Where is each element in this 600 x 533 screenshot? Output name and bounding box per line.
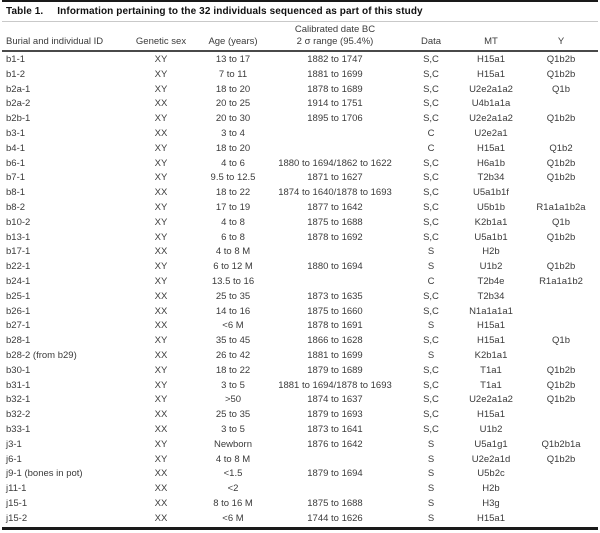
cell-age: 25 to 35: [215, 409, 251, 421]
cell-age: 25 to 35: [215, 290, 251, 302]
cell-genetic-sex: XY: [154, 335, 168, 347]
cell-data: S,C: [423, 172, 439, 184]
cell-mt: U4b1a1a: [471, 98, 511, 110]
cell-data: S: [427, 349, 435, 361]
cell-calibrated-date: 1871 to 1627: [307, 172, 363, 184]
table-row: [2, 512, 598, 527]
cell-mt: U2e2a1a2: [469, 394, 513, 406]
cell-burial-id: b8-2: [6, 201, 26, 213]
cell-data: S,C: [423, 231, 439, 243]
cell-y: Q1b2b: [546, 157, 576, 169]
cell-mt: T1a1: [480, 364, 502, 376]
cell-burial-id: b2b-1: [6, 113, 31, 125]
cell-age: 6 to 12 M: [213, 261, 253, 273]
cell-calibrated-date: [266, 482, 404, 497]
cell-calibrated-date: 1875 to 1660: [307, 305, 363, 317]
cell-calibrated-date: 1874 to 1637: [307, 394, 363, 406]
cell-age: 18 to 20: [215, 142, 251, 154]
cell-data: S,C: [423, 83, 439, 95]
table-row: [2, 334, 598, 349]
cell-burial-id: b24-1: [6, 275, 31, 287]
table-row: [2, 290, 598, 305]
table-row: [2, 231, 598, 246]
cell-age: 20 to 30: [215, 113, 251, 125]
cell-genetic-sex: XY: [154, 172, 168, 184]
cell-calibrated-date: 1878 to 1692: [307, 231, 363, 243]
cell-burial-id: b1-2: [6, 68, 26, 80]
cell-burial-id: j11-1: [6, 483, 27, 495]
cell-age: 20 to 25: [215, 98, 251, 110]
cell-burial-id: b4-1: [6, 142, 26, 154]
cell-data: S,C: [423, 335, 439, 347]
cell-y: Q1b2b: [546, 113, 576, 125]
cell-mt: U2e2a1a2: [469, 113, 513, 125]
cell-data: S,C: [423, 201, 439, 213]
cell-burial-id: b28-1: [6, 335, 31, 347]
cell-genetic-sex: XX: [154, 409, 168, 421]
cell-mt: U5a1b1: [474, 231, 508, 243]
cell-burial-id: b33-1: [6, 423, 31, 435]
cell-genetic-sex: XX: [154, 320, 168, 332]
cell-calibrated-date: 1866 to 1628: [307, 335, 363, 347]
cell-age: 26 to 42: [215, 349, 251, 361]
cell-burial-id: b32-1: [6, 394, 31, 406]
table-row: [2, 497, 598, 512]
cell-calibrated-date: 1873 to 1641: [307, 423, 363, 435]
cell-burial-id: j9-1 (bones in pot): [6, 468, 83, 480]
cell-genetic-sex: XX: [154, 246, 168, 258]
cell-y: R1a1a1b2a: [536, 201, 586, 213]
cell-age: 3 to 5: [221, 423, 245, 435]
cell-burial-id: b27-1: [6, 320, 31, 332]
cell-mt: U2e2a1d: [471, 453, 511, 465]
table-row: [2, 438, 598, 453]
table-body: [2, 51, 598, 527]
cell-mt: H15a1: [477, 54, 505, 65]
cell-genetic-sex: XY: [154, 142, 168, 154]
table-row: [2, 216, 598, 231]
cell-mt: K2b1a1: [474, 349, 508, 361]
cell-calibrated-date: 1873 to 1635: [307, 290, 363, 302]
col-header-genetic-sex: Genetic sex: [122, 22, 200, 51]
cell-y: Q1b2: [549, 142, 573, 154]
cell-burial-id: b1-1: [6, 54, 26, 65]
table-row: [2, 482, 598, 497]
cell-calibrated-date: 1875 to 1688: [307, 216, 363, 228]
individuals-table: [2, 22, 598, 527]
cell-data: S,C: [423, 54, 439, 65]
cell-y: [524, 245, 598, 260]
cell-age: 3 to 5: [221, 379, 245, 391]
cell-burial-id: b2a-1: [6, 83, 31, 95]
cell-mt: U1b2: [479, 261, 503, 273]
cell-burial-id: b6-1: [6, 157, 26, 169]
cell-calibrated-date: [266, 245, 404, 260]
col-header-age: Age (years): [200, 22, 266, 51]
cell-age: 3 to 4: [221, 127, 245, 139]
cell-age: 4 to 6: [221, 157, 245, 169]
table-row: [2, 171, 598, 186]
cell-calibrated-date: 1877 to 1642: [307, 201, 363, 213]
cell-calibrated-date: 1895 to 1706: [307, 113, 363, 125]
col-header-calibrated-date-line2: 2 σ range (95.4%): [296, 35, 374, 47]
cell-y: Q1b2b: [546, 231, 576, 243]
col-header-calibrated-date: [266, 22, 404, 51]
cell-mt: T1a1: [480, 379, 502, 391]
cell-data: C: [427, 142, 435, 154]
cell-genetic-sex: XY: [154, 201, 168, 213]
cell-genetic-sex: XX: [154, 290, 168, 302]
cell-age: 18 to 20: [215, 83, 251, 95]
cell-age: 18 to 22: [215, 364, 251, 376]
cell-y: [524, 467, 598, 482]
cell-burial-id: b8-1: [6, 187, 26, 199]
cell-mt: U5b1b: [477, 201, 505, 213]
cell-y: Q1b2b1a: [541, 438, 581, 450]
cell-burial-id: b10-2: [6, 216, 31, 228]
cell-burial-id: b31-1: [6, 379, 31, 391]
cell-y: [524, 408, 598, 423]
cell-age: 6 to 8: [221, 231, 245, 243]
table-caption: [2, 2, 598, 22]
cell-data: C: [427, 275, 435, 287]
cell-genetic-sex: XY: [154, 157, 168, 169]
cell-genetic-sex: XY: [154, 453, 168, 465]
cell-data: S,C: [423, 113, 439, 125]
cell-calibrated-date: [266, 275, 404, 290]
cell-data: S,C: [423, 98, 439, 110]
cell-genetic-sex: XY: [154, 83, 168, 95]
cell-mt: T2b34: [477, 290, 505, 302]
cell-genetic-sex: XX: [154, 497, 168, 509]
cell-age: 4 to 8 M: [215, 453, 251, 465]
cell-y: [524, 305, 598, 320]
cell-mt: U5a1b1f: [473, 187, 509, 199]
cell-burial-id: j6-1: [6, 453, 22, 465]
cell-data: S: [427, 483, 435, 495]
cell-age: Newborn: [213, 438, 253, 450]
cell-genetic-sex: XY: [154, 113, 168, 125]
cell-y: [524, 97, 598, 112]
cell-calibrated-date: 1875 to 1688: [307, 497, 363, 509]
cell-y: [524, 482, 598, 497]
cell-burial-id: b30-1: [6, 364, 31, 376]
table-row: [2, 245, 598, 260]
cell-y: [524, 349, 598, 364]
cell-calibrated-date: [266, 453, 404, 468]
cell-data: C: [427, 127, 435, 139]
cell-calibrated-date: [266, 142, 404, 157]
cell-age: 13.5 to 16: [211, 275, 255, 287]
table-row: [2, 127, 598, 142]
table-row: [2, 142, 598, 157]
cell-genetic-sex: XY: [154, 364, 168, 376]
cell-y: Q1b2b: [546, 172, 576, 184]
table-row: [2, 423, 598, 438]
cell-age: <2: [227, 483, 239, 495]
cell-y: Q1b: [552, 83, 570, 95]
cell-calibrated-date: 1879 to 1689: [307, 364, 363, 376]
cell-y: [524, 290, 598, 305]
cell-burial-id: b13-1: [6, 231, 31, 243]
cell-age: 8 to 16 M: [213, 497, 253, 509]
cell-genetic-sex: XY: [154, 379, 168, 391]
cell-y: Q1b2b: [546, 379, 576, 391]
cell-data: S: [427, 320, 435, 332]
cell-mt: H15a1: [477, 512, 505, 524]
cell-mt: T2b4e: [477, 275, 505, 287]
cell-data: S,C: [423, 305, 439, 317]
cell-burial-id: b28-2 (from b29): [6, 349, 77, 361]
cell-data: S,C: [423, 364, 439, 376]
cell-mt: U2e2a1a2: [469, 83, 513, 95]
table-row: [2, 260, 598, 275]
cell-mt: H2b: [482, 483, 500, 495]
cell-mt: H2b: [482, 246, 500, 258]
cell-data: S: [427, 453, 435, 465]
cell-burial-id: j15-2: [6, 512, 28, 524]
cell-y: Q1b2b: [546, 68, 576, 80]
cell-y: [524, 127, 598, 142]
cell-burial-id: b22-1: [6, 261, 31, 273]
col-header-calibrated-date-line1: Calibrated date BC: [294, 24, 376, 35]
cell-genetic-sex: XX: [154, 468, 168, 480]
cell-calibrated-date: [266, 127, 404, 142]
cell-y: R1a1a1b2: [539, 275, 583, 287]
cell-burial-id: b2a-2: [6, 98, 31, 110]
cell-mt: N1a1a1a1: [469, 305, 513, 317]
cell-calibrated-date: 1914 to 1751: [307, 98, 363, 110]
cell-calibrated-date: 1876 to 1642: [307, 438, 363, 450]
cell-data: S,C: [423, 187, 439, 199]
cell-y: [524, 319, 598, 334]
cell-data: S: [427, 468, 435, 480]
cell-genetic-sex: XY: [154, 68, 168, 80]
cell-age: 7 to 11: [218, 68, 248, 80]
cell-burial-id: b25-1: [6, 290, 31, 302]
cell-burial-id: j3-1: [6, 438, 22, 450]
cell-genetic-sex: XX: [154, 98, 168, 110]
cell-burial-id: b7-1: [6, 172, 26, 184]
cell-age: >50: [224, 394, 242, 406]
cell-mt: H6a1b: [477, 157, 505, 169]
cell-data: S: [427, 261, 435, 273]
cell-y: [524, 497, 598, 512]
cell-burial-id: b3-1: [6, 127, 26, 139]
table-row: [2, 97, 598, 112]
cell-calibrated-date: 1874 to 1640/1878 to 1693: [278, 187, 392, 199]
cell-calibrated-date: 1878 to 1691: [307, 320, 363, 332]
cell-mt: K2b1a1: [474, 216, 508, 228]
cell-age: <6 M: [222, 512, 244, 524]
cell-age: 14 to 16: [215, 305, 251, 317]
header-row: [2, 22, 598, 51]
cell-age: <6 M: [222, 320, 244, 332]
cell-calibrated-date: 1881 to 1699: [307, 349, 363, 361]
table-row: [2, 453, 598, 468]
col-header-data: Data: [404, 22, 458, 51]
cell-data: S: [427, 512, 435, 524]
table-row: [2, 364, 598, 379]
cell-y: Q1b2b: [546, 453, 576, 465]
cell-age: 18 to 22: [215, 187, 251, 199]
cell-genetic-sex: XY: [154, 231, 168, 243]
cell-mt: U1b2: [479, 423, 503, 435]
table-row: [2, 349, 598, 364]
cell-data: S,C: [423, 68, 439, 80]
cell-calibrated-date: 1881 to 1694/1878 to 1693: [278, 379, 392, 391]
cell-mt: U5a1g1: [474, 438, 508, 450]
cell-genetic-sex: XY: [154, 275, 168, 287]
table-header: [2, 22, 598, 51]
col-header-burial-id: Burial and individual ID: [2, 22, 122, 51]
cell-calibrated-date: 1744 to 1626: [307, 512, 363, 524]
cell-y: Q1b2b: [546, 394, 576, 406]
table-row: [2, 186, 598, 201]
table-row: [2, 379, 598, 394]
cell-y: Q1b: [552, 335, 570, 347]
cell-y: [524, 186, 598, 201]
cell-calibrated-date: 1882 to 1747: [307, 54, 363, 65]
table-row: [2, 83, 598, 98]
cell-mt: H3g: [482, 497, 500, 509]
col-header-mt: MT: [458, 22, 524, 51]
cell-mt: H15a1: [477, 335, 505, 347]
table-row: [2, 68, 598, 83]
table-caption-label: Table 1.: [6, 6, 44, 17]
cell-genetic-sex: XX: [154, 187, 168, 199]
table-row: [2, 408, 598, 423]
cell-genetic-sex: XY: [154, 216, 168, 228]
cell-data: S,C: [423, 157, 439, 169]
cell-burial-id: b17-1: [6, 246, 31, 258]
cell-calibrated-date: 1878 to 1689: [307, 83, 363, 95]
cell-age: 4 to 8: [221, 216, 245, 228]
cell-mt: T2b34: [477, 172, 505, 184]
cell-mt: H15a1: [477, 409, 505, 421]
cell-data: S: [427, 497, 435, 509]
cell-mt: U2e2a1: [474, 127, 508, 139]
cell-calibrated-date: 1880 to 1694: [307, 261, 363, 273]
cell-genetic-sex: XX: [154, 423, 168, 435]
cell-y: [524, 512, 598, 527]
cell-mt: H15a1: [477, 68, 505, 80]
cell-genetic-sex: XY: [154, 54, 168, 65]
cell-burial-id: b26-1: [6, 305, 31, 317]
cell-age: <1.5: [223, 468, 243, 480]
table1-container: [2, 0, 598, 530]
cell-mt: U5b2c: [477, 468, 505, 480]
cell-genetic-sex: XX: [154, 127, 168, 139]
cell-y: Q1b2b: [546, 261, 576, 273]
cell-data: S,C: [423, 394, 439, 406]
cell-data: S,C: [423, 379, 439, 391]
cell-age: 35 to 45: [215, 335, 251, 347]
cell-age: 17 to 19: [215, 201, 251, 213]
cell-data: S: [427, 246, 435, 258]
cell-y: Q1b2b: [546, 364, 576, 376]
table-row: [2, 201, 598, 216]
cell-calibrated-date: 1879 to 1694: [307, 468, 363, 480]
cell-y: Q1b2b: [546, 54, 576, 65]
cell-genetic-sex: XY: [154, 261, 168, 273]
table-row: [2, 393, 598, 408]
cell-age: 4 to 8 M: [215, 246, 251, 258]
cell-burial-id: b32-2: [6, 409, 31, 421]
cell-genetic-sex: XX: [154, 349, 168, 361]
table-row: [2, 467, 598, 482]
cell-burial-id: j15-1: [6, 497, 28, 509]
table-row: [2, 319, 598, 334]
cell-y: Q1b: [552, 216, 570, 228]
cell-calibrated-date: 1880 to 1694/1862 to 1622: [278, 157, 392, 169]
cell-y: [524, 423, 598, 438]
cell-genetic-sex: XY: [154, 394, 168, 406]
cell-age: 13 to 17: [215, 54, 251, 65]
cell-calibrated-date: 1879 to 1693: [307, 409, 363, 421]
table-row: [2, 51, 598, 68]
table-row: [2, 112, 598, 127]
cell-genetic-sex: XX: [154, 483, 168, 495]
cell-calibrated-date: 1881 to 1699: [307, 68, 363, 80]
table-row: [2, 275, 598, 290]
cell-genetic-sex: XY: [154, 438, 168, 450]
cell-mt: H15a1: [477, 320, 505, 332]
cell-data: S: [427, 438, 435, 450]
cell-genetic-sex: XX: [154, 512, 168, 524]
cell-mt: H15a1: [477, 142, 505, 154]
table-row: [2, 305, 598, 320]
cell-age: 9.5 to 12.5: [210, 172, 256, 184]
cell-data: S,C: [423, 290, 439, 302]
cell-data: S,C: [423, 423, 439, 435]
cell-genetic-sex: XX: [154, 305, 168, 317]
cell-data: S,C: [423, 409, 439, 421]
col-header-y: Y: [524, 22, 598, 51]
cell-data: S,C: [423, 216, 439, 228]
table-row: [2, 157, 598, 172]
table-caption-text: Information pertaining to the 32 individuals sequenced as part of this study: [57, 6, 423, 17]
